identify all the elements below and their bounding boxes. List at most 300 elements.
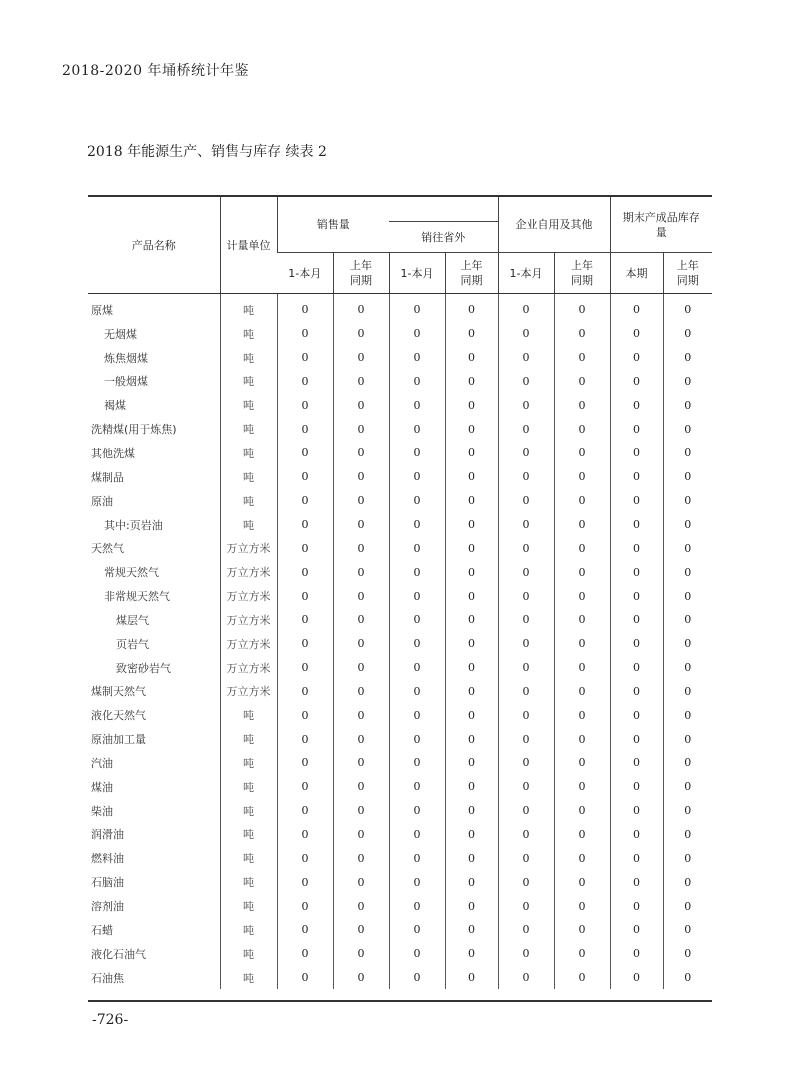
value-cell: 0 [610,942,663,966]
value-cell: 0 [554,608,610,632]
value-cell: 0 [445,703,498,727]
value-cell: 0 [389,513,445,537]
value-cell: 0 [333,656,389,680]
value-cell: 0 [663,608,712,632]
value-cell: 0 [333,513,389,537]
value-cell: 0 [498,536,554,560]
value-cell: 0 [389,966,445,990]
value-cell: 0 [498,751,554,775]
value-cell: 0 [277,393,333,417]
unit-cell: 吨 [220,942,277,966]
value-cell: 0 [663,656,712,680]
value-cell: 0 [389,322,445,346]
value-cell: 0 [498,560,554,584]
value-cell: 0 [663,417,712,441]
value-cell: 0 [277,680,333,704]
product-name: 煤油 [91,780,113,794]
header-blank [389,196,498,222]
value-cell: 0 [445,322,498,346]
value-cell: 0 [389,703,445,727]
unit-cell: 万立方米 [220,536,277,560]
unit-cell: 吨 [220,441,277,465]
product-name: 其中:页岩油 [104,518,163,532]
unit-cell: 吨 [220,966,277,990]
table-row [88,727,712,751]
value-cell: 0 [610,294,663,322]
value-cell: 0 [389,846,445,870]
value-cell: 0 [663,775,712,799]
value-cell: 0 [445,489,498,513]
table-bottom-rule [88,1000,712,1002]
value-cell: 0 [610,918,663,942]
table-title: 2018 年能源生产、销售与库存 续表 2 [87,144,327,160]
product-name: 石蜡 [91,923,113,937]
value-cell: 0 [554,680,610,704]
value-cell: 0 [663,966,712,990]
value-cell: 0 [333,294,389,322]
value-cell: 0 [610,656,663,680]
value-cell: 0 [498,846,554,870]
value-cell: 0 [610,441,663,465]
value-cell: 0 [445,656,498,680]
product-name: 原油加工量 [91,733,146,747]
value-cell: 0 [333,441,389,465]
product-name: 润滑油 [91,828,124,842]
product-name: 原油 [91,494,113,508]
header-last-year: 上年同期 [445,253,498,294]
product-name: 非常规天然气 [104,590,170,604]
value-cell: 0 [554,513,610,537]
value-cell: 0 [277,560,333,584]
value-cell: 0 [554,775,610,799]
value-cell: 0 [389,489,445,513]
value-cell: 0 [610,322,663,346]
value-cell: 0 [333,799,389,823]
value-cell: 0 [445,465,498,489]
value-cell: 0 [554,823,610,847]
product-name: 其他洗煤 [91,446,135,460]
product-name: 煤层气 [116,613,149,627]
unit-cell: 吨 [220,894,277,918]
value-cell: 0 [445,751,498,775]
table-row [88,823,712,847]
value-cell: 0 [389,393,445,417]
unit-cell: 吨 [220,751,277,775]
value-cell: 0 [554,584,610,608]
value-cell: 0 [610,751,663,775]
header-unit: 计量单位 [220,196,277,294]
value-cell: 0 [610,536,663,560]
product-name: 原煤 [91,303,113,317]
value-cell: 0 [333,417,389,441]
value-cell: 0 [498,632,554,656]
value-cell: 0 [554,441,610,465]
value-cell: 0 [277,465,333,489]
value-cell: 0 [333,966,389,990]
value-cell: 0 [333,823,389,847]
value-cell: 0 [445,942,498,966]
value-cell: 0 [445,513,498,537]
value-cell: 0 [663,489,712,513]
product-name: 石油焦 [91,971,124,985]
value-cell: 0 [333,703,389,727]
value-cell: 0 [445,294,498,322]
value-cell: 0 [277,322,333,346]
unit-cell: 吨 [220,465,277,489]
unit-cell: 万立方米 [220,584,277,608]
table-row [88,799,712,823]
value-cell: 0 [277,346,333,370]
value-cell: 0 [498,584,554,608]
value-cell: 0 [389,775,445,799]
unit-cell: 万立方米 [220,632,277,656]
header-cum-month: 1-本月 [498,253,554,294]
page-number: -726- [92,1012,129,1028]
table-row [88,393,712,417]
value-cell: 0 [333,632,389,656]
value-cell: 0 [333,942,389,966]
value-cell: 0 [610,584,663,608]
value-cell: 0 [554,703,610,727]
value-cell: 0 [610,870,663,894]
value-cell: 0 [610,417,663,441]
value-cell: 0 [498,918,554,942]
value-cell: 0 [498,346,554,370]
value-cell: 0 [610,346,663,370]
value-cell: 0 [663,393,712,417]
value-cell: 0 [389,294,445,322]
value-cell: 0 [445,370,498,394]
value-cell: 0 [333,489,389,513]
running-head: 2018-2020 年埇桥统计年鉴 [62,63,249,79]
value-cell: 0 [554,799,610,823]
value-cell: 0 [277,942,333,966]
value-cell: 0 [498,942,554,966]
value-cell: 0 [663,346,712,370]
table-row [88,370,712,394]
value-cell: 0 [554,370,610,394]
value-cell: 0 [389,894,445,918]
value-cell: 0 [389,417,445,441]
value-cell: 0 [610,894,663,918]
value-cell: 0 [277,417,333,441]
value-cell: 0 [610,680,663,704]
value-cell: 0 [498,823,554,847]
unit-cell: 吨 [220,823,277,847]
table-row [88,513,712,537]
value-cell: 0 [333,584,389,608]
table-row [88,489,712,513]
value-cell: 0 [389,751,445,775]
product-name: 致密砂岩气 [116,661,171,675]
value-cell: 0 [333,751,389,775]
table-row [88,751,712,775]
value-cell: 0 [554,966,610,990]
value-cell: 0 [554,918,610,942]
value-cell: 0 [445,870,498,894]
header-last-year: 上年同期 [663,253,712,294]
value-cell: 0 [389,465,445,489]
table-row [88,703,712,727]
value-cell: 0 [554,894,610,918]
value-cell: 0 [610,632,663,656]
value-cell: 0 [610,465,663,489]
value-cell: 0 [277,489,333,513]
value-cell: 0 [498,322,554,346]
value-cell: 0 [333,322,389,346]
value-cell: 0 [445,775,498,799]
product-name: 褐煤 [104,399,126,413]
table-row [88,584,712,608]
table-row [88,894,712,918]
value-cell: 0 [389,799,445,823]
value-cell: 0 [333,680,389,704]
value-cell: 0 [277,608,333,632]
header-sales-out-province: 销往省外 [389,222,498,253]
value-cell: 0 [389,632,445,656]
value-cell: 0 [498,417,554,441]
value-cell: 0 [277,656,333,680]
value-cell: 0 [554,294,610,322]
value-cell: 0 [554,632,610,656]
value-cell: 0 [445,608,498,632]
value-cell: 0 [498,870,554,894]
value-cell: 0 [445,441,498,465]
value-cell: 0 [445,632,498,656]
value-cell: 0 [445,393,498,417]
value-cell: 0 [277,294,333,322]
value-cell: 0 [277,751,333,775]
unit-cell: 吨 [220,393,277,417]
value-cell: 0 [389,918,445,942]
value-cell: 0 [610,966,663,990]
table-row [88,966,712,990]
value-cell: 0 [554,346,610,370]
unit-cell: 吨 [220,513,277,537]
value-cell: 0 [498,294,554,322]
value-cell: 0 [389,584,445,608]
value-cell: 0 [389,370,445,394]
product-name: 常规天然气 [104,566,159,580]
table-row [88,846,712,870]
value-cell: 0 [333,370,389,394]
value-cell: 0 [389,656,445,680]
value-cell: 0 [663,294,712,322]
unit-cell: 吨 [220,870,277,894]
value-cell: 0 [277,918,333,942]
value-cell: 0 [554,560,610,584]
product-name: 液化天然气 [91,709,146,723]
header-self-use: 企业自用及其他 [498,196,610,253]
value-cell: 0 [277,775,333,799]
unit-cell: 万立方米 [220,680,277,704]
value-cell: 0 [389,680,445,704]
unit-cell: 吨 [220,775,277,799]
unit-cell: 吨 [220,417,277,441]
value-cell: 0 [277,894,333,918]
value-cell: 0 [445,680,498,704]
value-cell: 0 [498,393,554,417]
value-cell: 0 [333,894,389,918]
value-cell: 0 [663,942,712,966]
unit-cell: 万立方米 [220,656,277,680]
unit-cell: 万立方米 [220,560,277,584]
value-cell: 0 [554,536,610,560]
value-cell: 0 [445,346,498,370]
unit-cell: 吨 [220,322,277,346]
value-cell: 0 [663,727,712,751]
value-cell: 0 [389,942,445,966]
unit-cell: 吨 [220,918,277,942]
product-name: 天然气 [91,542,124,556]
value-cell: 0 [498,966,554,990]
value-cell: 0 [554,870,610,894]
table-row [88,417,712,441]
value-cell: 0 [333,393,389,417]
table-row [88,465,712,489]
header-inventory: 期末产成品库存量 [610,196,712,253]
product-name: 页岩气 [116,637,149,651]
value-cell: 0 [277,536,333,560]
header-cum-month: 1-本月 [277,253,333,294]
value-cell: 0 [663,322,712,346]
header-last-year: 上年同期 [333,253,389,294]
table-row [88,346,712,370]
value-cell: 0 [445,560,498,584]
value-cell: 0 [554,846,610,870]
table-row [88,322,712,346]
value-cell: 0 [498,680,554,704]
product-name: 柴油 [91,804,113,818]
value-cell: 0 [663,703,712,727]
value-cell: 0 [663,536,712,560]
value-cell: 0 [389,727,445,751]
value-cell: 0 [333,465,389,489]
unit-cell: 吨 [220,727,277,751]
value-cell: 0 [333,727,389,751]
value-cell: 0 [277,513,333,537]
value-cell: 0 [277,823,333,847]
value-cell: 0 [498,441,554,465]
header-product-name: 产品名称 [88,196,220,294]
table-row [88,560,712,584]
value-cell: 0 [554,751,610,775]
value-cell: 0 [554,322,610,346]
value-cell: 0 [663,513,712,537]
value-cell: 0 [554,489,610,513]
unit-cell: 吨 [220,703,277,727]
unit-cell: 吨 [220,370,277,394]
value-cell: 0 [333,918,389,942]
value-cell: 0 [610,823,663,847]
value-cell: 0 [610,799,663,823]
value-cell: 0 [333,608,389,632]
product-name: 煤制天然气 [91,685,146,699]
product-name: 无烟煤 [104,327,137,341]
value-cell: 0 [389,823,445,847]
value-cell: 0 [610,608,663,632]
value-cell: 0 [663,584,712,608]
value-cell: 0 [498,799,554,823]
value-cell: 0 [663,799,712,823]
value-cell: 0 [554,942,610,966]
value-cell: 0 [498,465,554,489]
value-cell: 0 [498,727,554,751]
value-cell: 0 [445,823,498,847]
value-cell: 0 [389,441,445,465]
table-row [88,680,712,704]
value-cell: 0 [663,465,712,489]
value-cell: 0 [610,775,663,799]
table-row [88,942,712,966]
value-cell: 0 [333,775,389,799]
value-cell: 0 [277,966,333,990]
value-cell: 0 [277,632,333,656]
value-cell: 0 [445,918,498,942]
header-current-period: 本期 [610,253,663,294]
product-name: 炼焦烟煤 [104,351,148,365]
value-cell: 0 [610,393,663,417]
value-cell: 0 [498,775,554,799]
value-cell: 0 [389,536,445,560]
value-cell: 0 [389,560,445,584]
value-cell: 0 [663,370,712,394]
value-cell: 0 [445,894,498,918]
value-cell: 0 [610,703,663,727]
value-cell: 0 [554,727,610,751]
value-cell: 0 [554,465,610,489]
value-cell: 0 [333,846,389,870]
value-cell: 0 [277,870,333,894]
header-last-year: 上年同期 [554,253,610,294]
table-body [88,294,712,990]
value-cell: 0 [277,584,333,608]
value-cell: 0 [554,417,610,441]
value-cell: 0 [663,870,712,894]
value-cell: 0 [333,560,389,584]
value-cell: 0 [389,608,445,632]
value-cell: 0 [445,417,498,441]
value-cell: 0 [610,727,663,751]
unit-cell: 吨 [220,346,277,370]
value-cell: 0 [333,536,389,560]
value-cell: 0 [277,441,333,465]
value-cell: 0 [610,560,663,584]
value-cell: 0 [389,870,445,894]
table-row [88,441,712,465]
unit-cell: 吨 [220,489,277,513]
unit-cell: 吨 [220,846,277,870]
value-cell: 0 [333,870,389,894]
value-cell: 0 [277,799,333,823]
value-cell: 0 [554,656,610,680]
table-row [88,632,712,656]
value-cell: 0 [277,370,333,394]
value-cell: 0 [445,799,498,823]
value-cell: 0 [663,846,712,870]
value-cell: 0 [663,441,712,465]
value-cell: 0 [445,536,498,560]
value-cell: 0 [445,727,498,751]
value-cell: 0 [663,918,712,942]
value-cell: 0 [389,346,445,370]
value-cell: 0 [554,393,610,417]
value-cell: 0 [663,560,712,584]
value-cell: 0 [333,346,389,370]
header-sales: 销售量 [277,196,389,253]
value-cell: 0 [610,489,663,513]
product-name: 一般烟煤 [104,375,148,389]
